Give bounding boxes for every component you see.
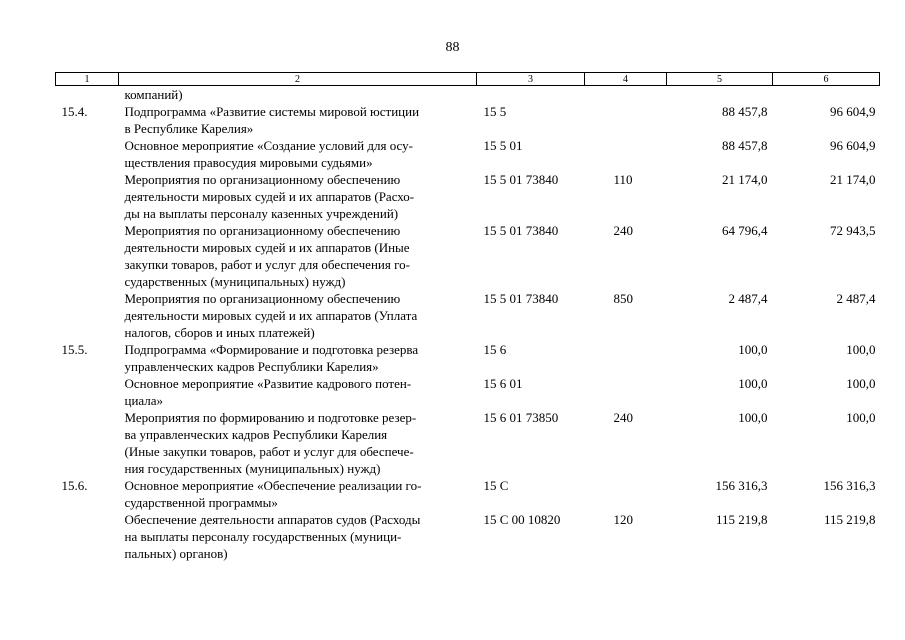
item-name-line: Основное мероприятие «Развитие кадрового потен- bbox=[124, 376, 412, 391]
item-number-cell bbox=[56, 290, 119, 341]
table-body bbox=[56, 86, 880, 563]
column-header-3: 3 bbox=[477, 73, 585, 86]
amount-column-6-cell: 100,0 bbox=[846, 376, 876, 391]
column-header-6: 6 bbox=[773, 73, 880, 86]
item-name-cell bbox=[119, 409, 477, 477]
column-number-header-row bbox=[56, 73, 880, 86]
item-name-line: закупки товаров, работ и услуг для обеспечения го- bbox=[124, 257, 410, 272]
amount-column-6-cell: 115 219,8 bbox=[823, 512, 876, 527]
item-name-line: Мероприятия по формированию и подготовке резер- bbox=[124, 410, 417, 425]
amount-column-5-cell: 100,0 bbox=[738, 342, 768, 357]
item-name-line: пальных) органов) bbox=[124, 546, 228, 561]
item-name-line: управленческих кадров Республики Карелия» bbox=[124, 359, 379, 374]
item-name-line: на выплаты персоналу государственных (муници- bbox=[124, 529, 402, 544]
amount-column-5-cell bbox=[667, 86, 773, 104]
item-name-cell bbox=[119, 375, 477, 409]
item-name-cell bbox=[119, 477, 477, 511]
item-name-line: Мероприятия по организационному обеспечению bbox=[124, 223, 401, 238]
table-row bbox=[56, 137, 880, 171]
item-number-cell bbox=[56, 137, 119, 171]
amount-column-5-cell: 64 796,4 bbox=[722, 223, 768, 238]
expense-type-cell bbox=[585, 137, 667, 171]
table-row bbox=[56, 171, 880, 222]
item-name-line: Обеспечение деятельности аппаратов судов (Расходы bbox=[124, 512, 421, 527]
expense-type-cell: 240 bbox=[613, 223, 633, 238]
item-name-line: деятельности мировых судей и их аппаратов (Уплата bbox=[124, 308, 418, 323]
item-name-cell bbox=[119, 341, 477, 375]
table-row bbox=[56, 409, 880, 477]
classification-code-cell: 15 6 bbox=[483, 342, 507, 357]
item-name-line: налогов, сборов и иных платежей) bbox=[124, 325, 315, 340]
amount-column-6-cell: 96 604,9 bbox=[830, 104, 876, 119]
budget-table bbox=[55, 72, 880, 562]
item-name-line: Основное мероприятие «Обеспечение реализации го- bbox=[124, 478, 422, 493]
column-header-1: 1 bbox=[56, 73, 119, 86]
item-number-cell: 15.6. bbox=[61, 478, 88, 493]
table-row bbox=[56, 477, 880, 511]
column-header-4: 4 bbox=[585, 73, 667, 86]
table-row bbox=[56, 222, 880, 290]
amount-column-5-cell: 100,0 bbox=[738, 410, 768, 425]
expense-type-cell bbox=[585, 375, 667, 409]
page-number: 88 bbox=[445, 40, 460, 55]
expense-type-cell bbox=[585, 103, 667, 137]
column-header-2: 2 bbox=[119, 73, 477, 86]
item-name-line: Основное мероприятие «Создание условий для осу- bbox=[124, 138, 413, 153]
classification-code-cell: 15 6 01 bbox=[483, 376, 523, 391]
classification-code-cell: 15 5 bbox=[483, 104, 507, 119]
item-number-cell bbox=[56, 511, 119, 562]
item-name-cell bbox=[119, 171, 477, 222]
item-name-cell bbox=[119, 511, 477, 562]
item-name-line: (Иные закупки товаров, работ и услуг для обеспече- bbox=[124, 444, 414, 459]
item-name-line: Подпрограмма «Формирование и подготовка резерва bbox=[124, 342, 419, 357]
amount-column-6-cell: 96 604,9 bbox=[830, 138, 876, 153]
expense-type-cell bbox=[585, 477, 667, 511]
expense-type-cell: 850 bbox=[613, 291, 633, 306]
item-number-cell bbox=[56, 222, 119, 290]
amount-column-5-cell: 2 487,4 bbox=[728, 291, 768, 306]
item-name-line: Подпрограмма «Развитие системы мировой юстиции bbox=[124, 104, 420, 119]
item-number-cell bbox=[56, 409, 119, 477]
item-name-cell bbox=[119, 290, 477, 341]
item-name-line: ния государственных (муниципальных) нужд) bbox=[124, 461, 381, 476]
table-row bbox=[56, 511, 880, 562]
amount-column-6-cell bbox=[773, 86, 880, 104]
expense-type-cell bbox=[585, 86, 667, 104]
amount-column-6-cell: 100,0 bbox=[846, 410, 876, 425]
classification-code-cell: 15 С 00 10820 bbox=[483, 512, 561, 527]
item-name-cell bbox=[119, 137, 477, 171]
expense-type-cell: 240 bbox=[613, 410, 633, 425]
classification-code-cell: 15 С bbox=[483, 478, 509, 493]
classification-code-cell bbox=[477, 86, 585, 104]
item-number-cell: 15.4. bbox=[61, 104, 88, 119]
amount-column-6-cell: 72 943,5 bbox=[830, 223, 876, 238]
expense-type-cell: 110 bbox=[613, 172, 633, 187]
classification-code-cell: 15 5 01 73840 bbox=[483, 172, 559, 187]
amount-column-5-cell: 115 219,8 bbox=[715, 512, 768, 527]
item-number-cell: 15.5. bbox=[61, 342, 88, 357]
item-name-line: циала» bbox=[124, 393, 164, 408]
amount-column-5-cell: 21 174,0 bbox=[722, 172, 768, 187]
amount-column-5-cell: 100,0 bbox=[738, 376, 768, 391]
table-row bbox=[56, 341, 880, 375]
amount-column-5-cell: 88 457,8 bbox=[722, 138, 768, 153]
classification-code-cell: 15 5 01 73840 bbox=[483, 291, 559, 306]
amount-column-5-cell: 156 316,3 bbox=[715, 478, 768, 493]
item-name-line: Мероприятия по организационному обеспечению bbox=[124, 291, 401, 306]
item-name-line: в Республике Карелия» bbox=[124, 121, 254, 136]
item-name-cell bbox=[119, 222, 477, 290]
item-name-line: сударственной программы» bbox=[124, 495, 278, 510]
amount-column-6-cell: 2 487,4 bbox=[836, 291, 876, 306]
table-row bbox=[56, 290, 880, 341]
amount-column-6-cell: 156 316,3 bbox=[823, 478, 876, 493]
item-number-cell bbox=[56, 86, 119, 104]
classification-code-cell: 15 5 01 73840 bbox=[483, 223, 559, 238]
column-header-5: 5 bbox=[667, 73, 773, 86]
item-name-line: деятельности мировых судей и их аппаратов (Расхо- bbox=[124, 189, 415, 204]
item-name-line: ва управленческих кадров Республики Карелия bbox=[124, 427, 388, 442]
item-name-line: ществления правосудия мировыми судьями» bbox=[124, 155, 373, 170]
item-name-line: деятельности мировых судей и их аппаратов (Иные bbox=[124, 240, 410, 255]
item-name-line: компаний) bbox=[124, 87, 183, 102]
item-number-cell bbox=[56, 171, 119, 222]
classification-code-cell: 15 5 01 bbox=[483, 138, 523, 153]
item-name-line: ды на выплаты персоналу казенных учреждений) bbox=[124, 206, 399, 221]
item-name-cell bbox=[119, 86, 477, 104]
expense-type-cell bbox=[585, 341, 667, 375]
item-name-cell bbox=[119, 103, 477, 137]
table-row bbox=[56, 86, 880, 104]
item-name-line: Мероприятия по организационному обеспечению bbox=[124, 172, 401, 187]
expense-type-cell: 120 bbox=[613, 512, 633, 527]
item-name-line: сударственных (муниципальных) нужд) bbox=[124, 274, 346, 289]
table-row bbox=[56, 103, 880, 137]
classification-code-cell: 15 6 01 73850 bbox=[483, 410, 559, 425]
table-row bbox=[56, 375, 880, 409]
amount-column-6-cell: 100,0 bbox=[846, 342, 876, 357]
item-number-cell bbox=[56, 375, 119, 409]
amount-column-5-cell: 88 457,8 bbox=[722, 104, 768, 119]
amount-column-6-cell: 21 174,0 bbox=[830, 172, 876, 187]
